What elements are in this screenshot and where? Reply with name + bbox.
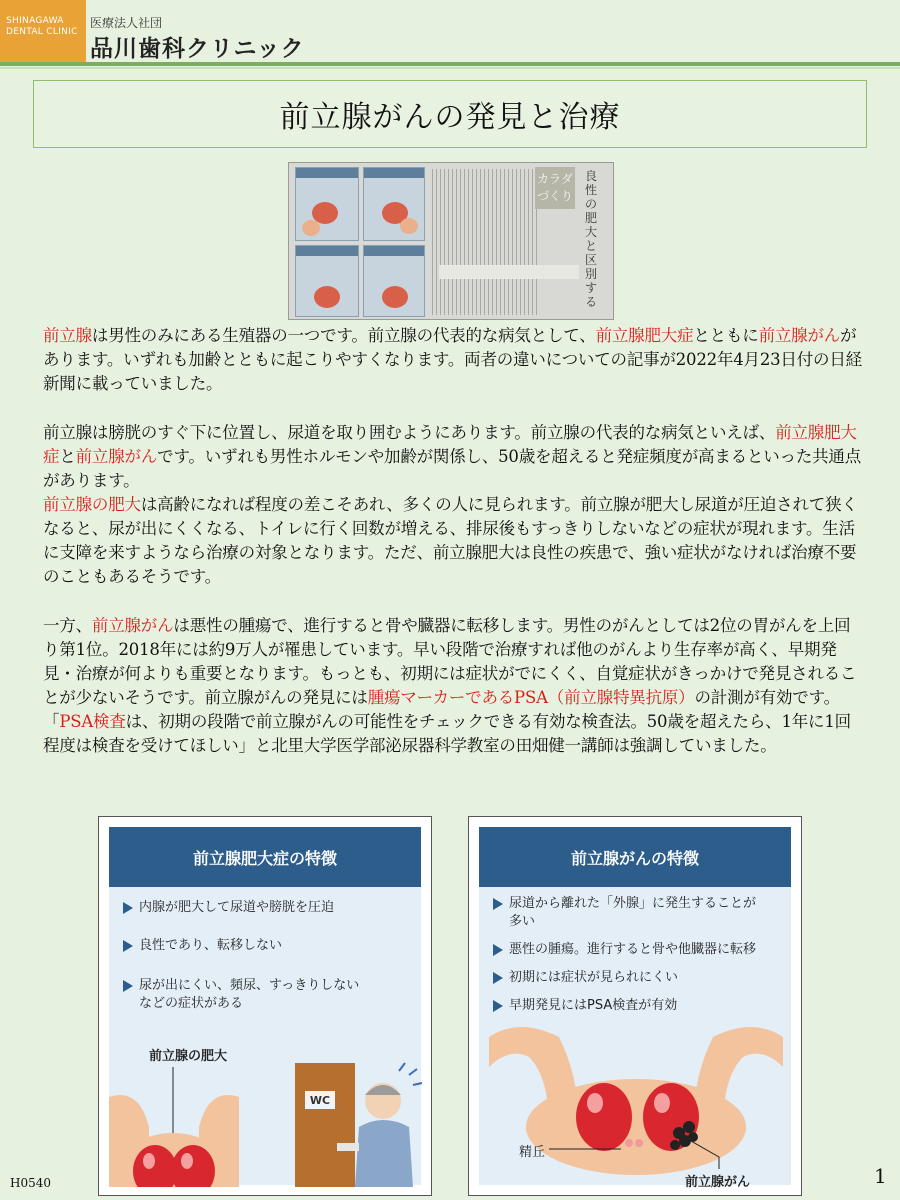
triangle-bullet-icon (493, 944, 503, 956)
clip-vertical-title: 良性の肥大と区別する (585, 169, 598, 309)
cancer-anatomy-illustration (479, 1017, 793, 1187)
paragraph-text: です。いずれも男性ホルモンや加齢が関係し、50歳を超えると発症頻度が高まるといった共通点があります。 (43, 447, 862, 490)
svg-text:WC: WC (309, 1094, 331, 1107)
bph-feature-item: 良性であり、転移しない (123, 937, 413, 955)
cancer-features-figure (468, 816, 802, 1196)
logo-line1: SHINAGAWA (6, 16, 64, 26)
prostate-cancer-label: 前立腺がん (685, 1175, 751, 1190)
triangle-bullet-icon (123, 902, 133, 914)
bph-diagram-label: 前立腺の肥大 (149, 1049, 228, 1064)
highlighted-term: 前立腺肥大症 (595, 326, 694, 345)
triangle-bullet-icon (493, 972, 503, 984)
highlighted-term: PSA検査 (59, 712, 126, 731)
org-type: 医療法人社団 (90, 16, 163, 30)
paragraph-text: の計測が有効です。「 (43, 688, 840, 731)
paragraph-location (43, 421, 863, 493)
newspaper-clipping-image (288, 162, 614, 320)
highlighted-term: 前立腺の肥大 (43, 495, 141, 514)
paragraph-text: は高齢になれば程度の差こそあれ、多くの人に見られます。前立腺が肥大し尿道が圧迫されて狭くなると、尿が出にくくなる、トイレに行く回数が増える、排尿後もすっきりしないなどの症状が現れます。生活に支障を来すようなら治療の対象となります。ただ、前立腺肥大は良性の疾患で、強い症状がなければ治療不要のこともあるそうです。 (43, 495, 858, 586)
paragraph-intro (43, 324, 863, 396)
clinic-logo[interactable] (0, 0, 86, 62)
document-code: H0540 (10, 1176, 52, 1190)
paragraph-text: があります。いずれも加齢とともに起こりやすくなります。両者の違いについての記事が2022年4月23日付の日経新聞に載っていました。 (43, 326, 862, 393)
clip-diagram-panel (295, 245, 359, 317)
triangle-bullet-icon (123, 980, 133, 992)
clip-diagram-panel (295, 167, 359, 241)
cancer-features-body (479, 887, 791, 1190)
paragraph-text: は、初期の段階で前立腺がんの可能性をチェックできる有効な検査法。50歳を超えたら、1年に1回程度は検査を受けてほしい」と北里大学医学部泌尿器科学教室の田畑健一講師は強調していました。 (43, 712, 851, 755)
logo-line2: DENTAL CLINIC (6, 27, 78, 37)
seminal-colliculus-label: 精丘 (519, 1145, 546, 1160)
bph-anatomy-illustration (109, 1057, 423, 1187)
highlighted-term: 前立腺がん (91, 616, 174, 635)
bph-features-figure (98, 816, 432, 1196)
highlighted-term: 前立腺がん (758, 326, 841, 345)
highlighted-term: 前立腺 (43, 326, 92, 345)
bph-feature-item: 尿が出にくい、頻尿、すっきりしない などの症状がある (123, 977, 413, 1013)
bph-feature-item: 内腺が肥大して尿道や膀胱を圧迫 (123, 899, 413, 917)
cancer-feature-item: 尿道から離れた「外腺」に発生することが 多い (493, 895, 783, 931)
page-title: 前立腺がんの発見と治療 (33, 80, 867, 148)
clip-diagram-panel (363, 167, 425, 241)
bph-features-body (109, 887, 421, 1185)
triangle-bullet-icon (493, 898, 503, 910)
paragraph-text: 前立腺は膀胱のすぐ下に位置し、尿道を取り囲むようにあります。前立腺の代表的な病気といえば、 (43, 423, 776, 442)
triangle-bullet-icon (123, 940, 133, 952)
highlighted-term: 前立腺がん (75, 447, 158, 466)
bph-features-title: 前立腺肥大症の特徴 (109, 827, 421, 887)
clinic-name: 品川歯科クリニック (90, 36, 305, 62)
paragraph-hypertrophy (43, 493, 863, 589)
header-divider (0, 62, 900, 66)
cancer-feature-item: 早期発見にはPSA検査が有効 (493, 997, 783, 1015)
header-divider-light (0, 67, 900, 69)
highlighted-term: 前立腺肥大症 (43, 423, 857, 466)
paragraph-text: とともに (693, 326, 759, 345)
cancer-feature-item: 悪性の腫瘍。進行すると骨や他臓器に転移 (493, 941, 783, 959)
paragraph-text: は男性のみにある生殖器の一つです。前立腺の代表的な病気として、 (91, 326, 596, 345)
clip-subheading (439, 265, 579, 279)
highlighted-term: 腫瘍マーカーであるPSA（前立腺特異抗原） (367, 688, 695, 707)
header (0, 0, 900, 70)
clip-diagram-panel (363, 245, 425, 317)
clip-article-text (429, 169, 539, 315)
paragraph-text: は悪性の腫瘍で、進行すると骨や臓器に転移します。男性のがんとしては2位の胃がんを上回り第1位。2018年には約9万人が罹患しています。早い段階で治療すれば他のがんより生存率が高く、早期発見・治療が何よりも重要となります。もっとも、初期には症状がでにくく、自覚症状がきっかけで発見されることが少ないそうです。前立腺がんの発見には (43, 616, 857, 707)
triangle-bullet-icon (493, 1000, 503, 1012)
paragraph-text: と (59, 447, 76, 466)
page-number: 1 (874, 1164, 887, 1188)
cancer-features-title: 前立腺がんの特徴 (479, 827, 791, 887)
paragraph-text: 一方、 (43, 616, 92, 635)
clip-column-tag: カラダづくり (535, 167, 575, 209)
paragraph-cancer (43, 614, 863, 758)
cancer-feature-item: 初期には症状が見られにくい (493, 969, 783, 987)
